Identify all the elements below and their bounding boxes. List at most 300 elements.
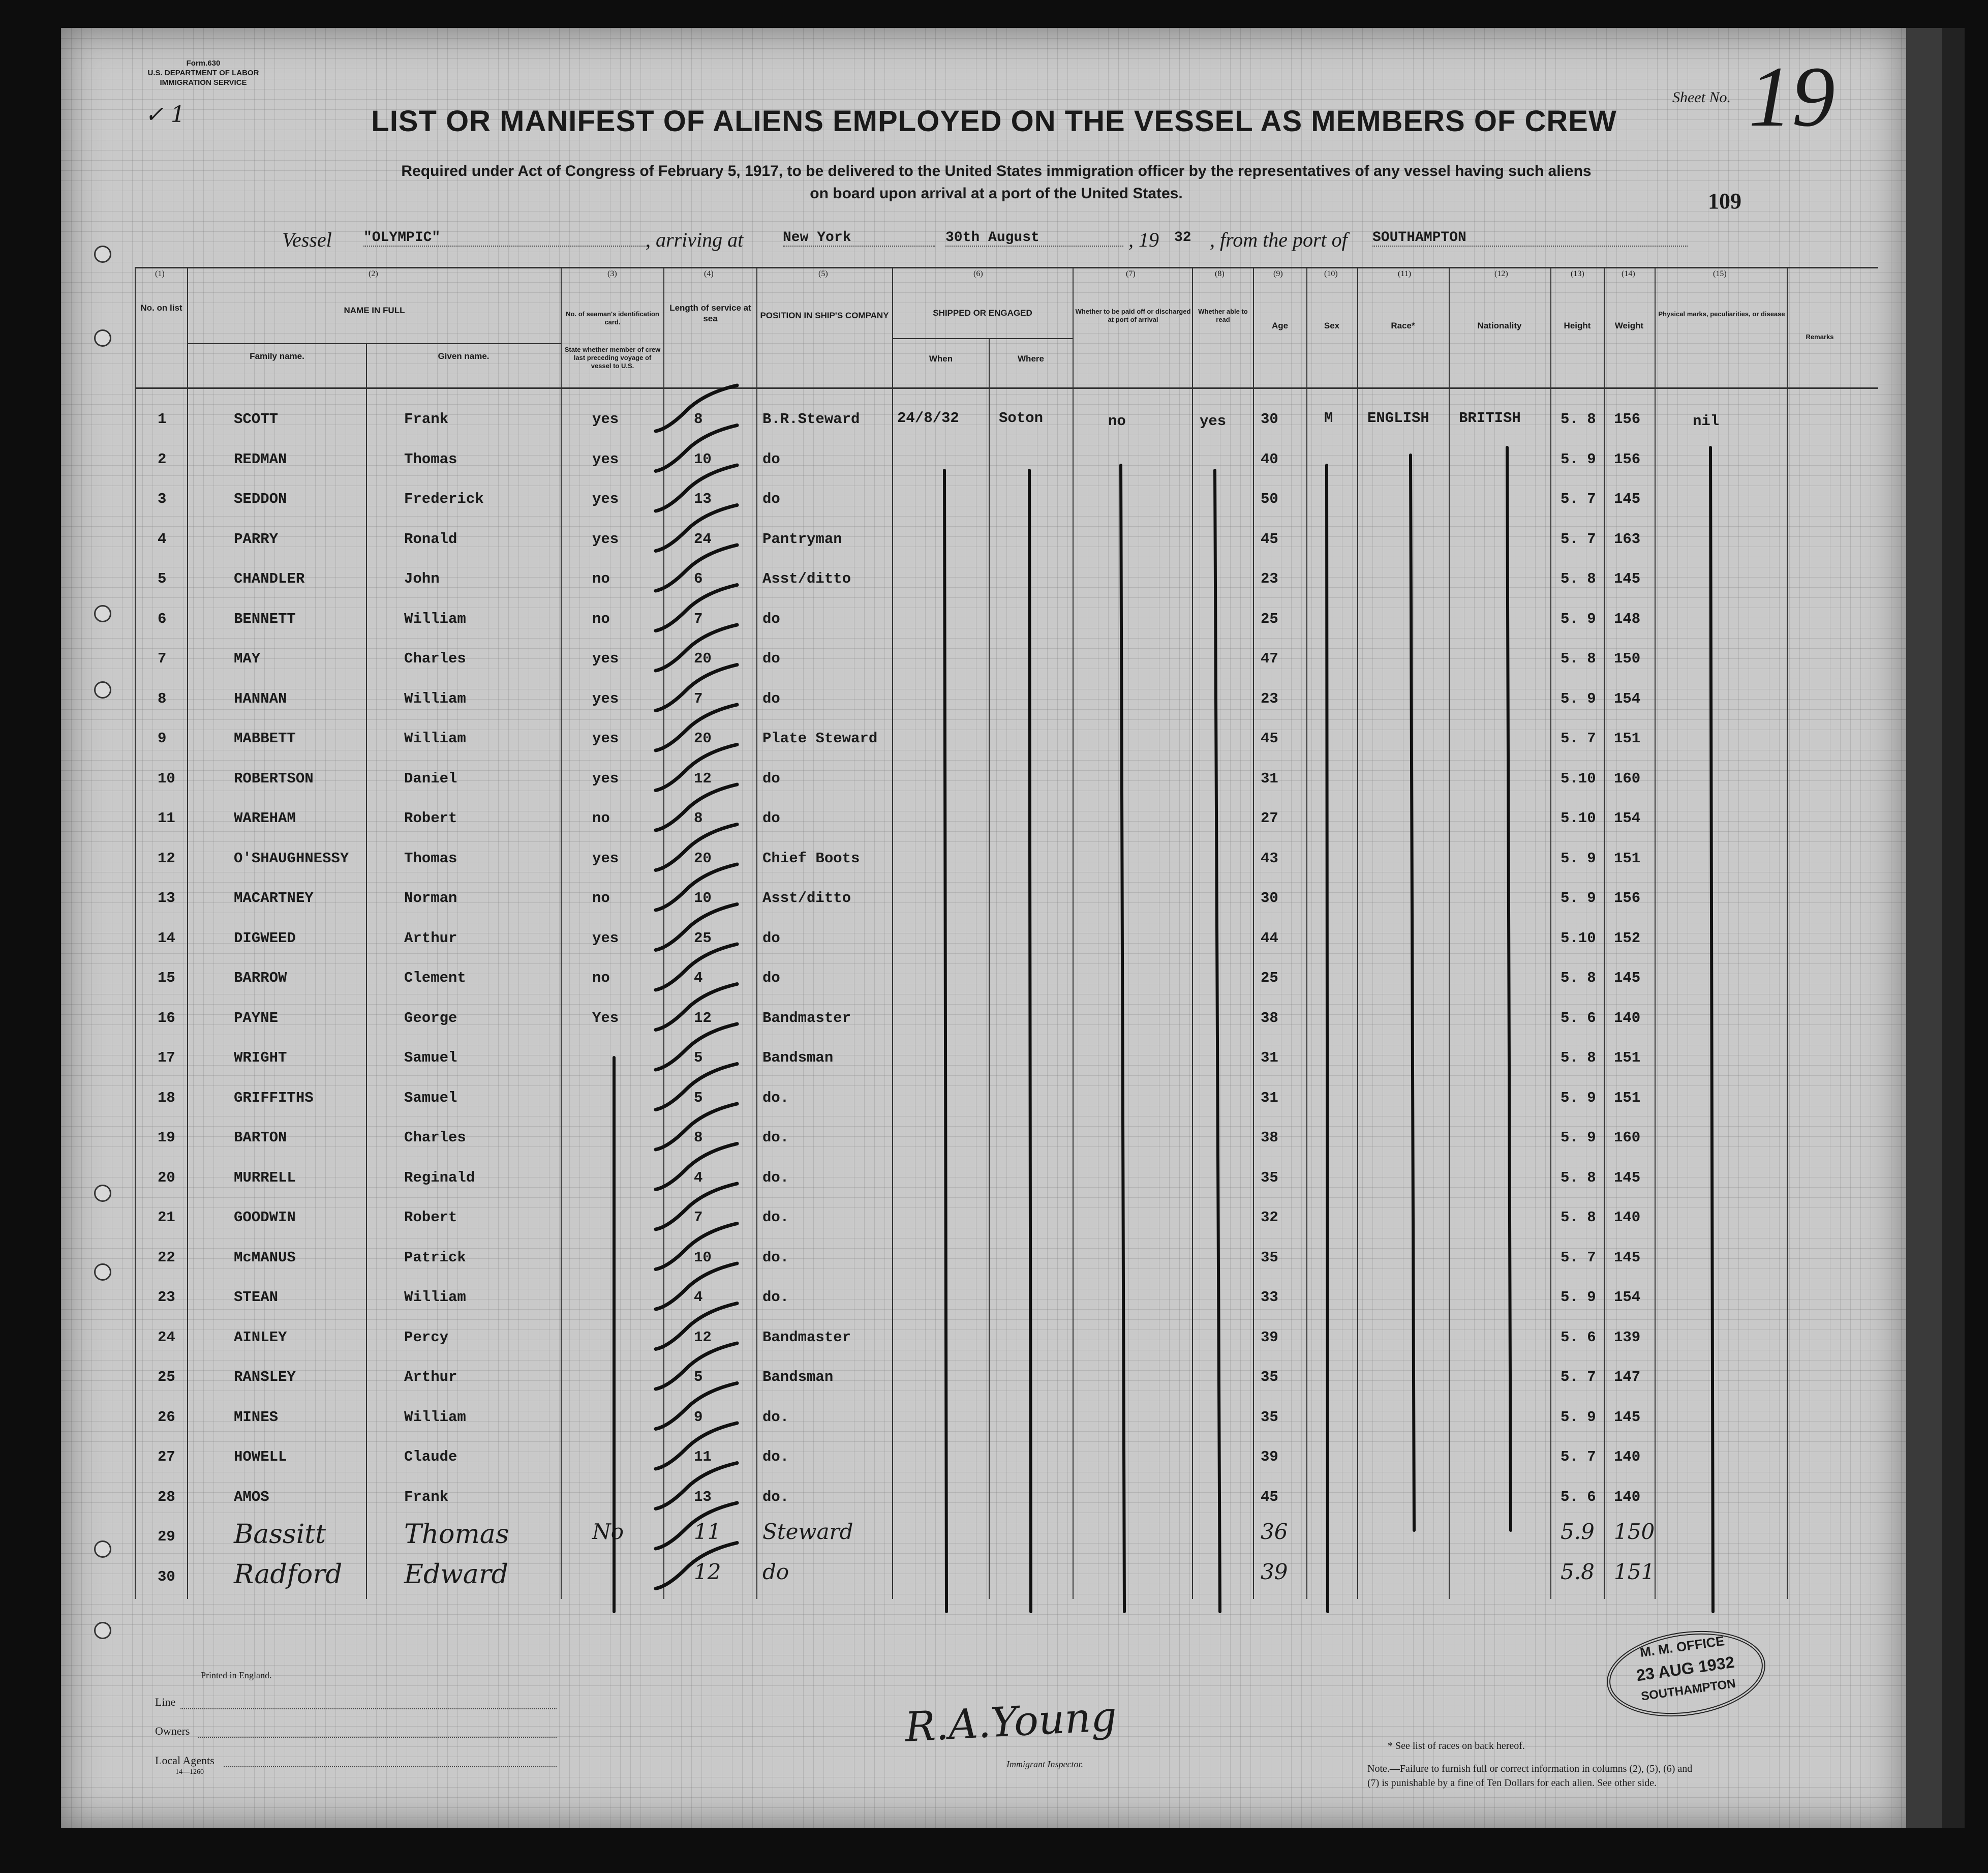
height: 5.10 [1561,810,1596,827]
local-agents-underline [224,1766,557,1767]
weight: 139 [1614,1328,1641,1346]
weight: 147 [1614,1369,1641,1385]
row-number: 10 [158,770,175,787]
ditto-lines [614,447,1713,1612]
header-id-card: No. of seaman's identification card. [566,310,659,326]
id-card-status: yes [592,450,619,468]
height: 5. 7 [1561,1448,1596,1465]
check-stroke [656,944,737,990]
position: B.R.Steward [762,411,860,428]
given-name: Reginald [404,1169,475,1186]
height: 5. 9 [1561,450,1596,468]
length-of-service: 4 [694,970,703,986]
id-card-status: yes [592,491,619,507]
check-stroke [656,1304,737,1349]
age: 39 [1261,1328,1278,1346]
given-name: Patrick [404,1249,466,1266]
height: 5. 9 [1561,1129,1596,1146]
row-number: 3 [158,491,167,507]
family-name: PARRY [234,530,279,548]
position: do [762,650,780,667]
given-name: Norman [404,890,457,907]
column-number: (10) [1324,269,1338,278]
age: 38 [1261,1129,1278,1146]
sheet-number: 19 [1749,49,1835,144]
id-card-status: yes [592,730,619,747]
weight: 156 [1614,890,1641,907]
given-name: John [404,570,440,587]
id-card-status: No [592,1519,624,1544]
weight: 151 [1614,1559,1655,1584]
age: 39 [1261,1559,1288,1584]
form-code: 14—1260 [175,1768,204,1776]
paid-off: no [1108,413,1126,430]
column-number: (12) [1494,269,1508,278]
weight: 151 [1614,730,1641,747]
position: Bandmaster [762,1009,851,1026]
given-name: Thomas [404,450,457,468]
weight: 152 [1614,929,1641,947]
page-code: 109 [1708,189,1741,214]
given-name: Arthur [404,929,457,947]
check-stroke [656,505,737,551]
weight: 140 [1614,1448,1641,1465]
age: 40 [1261,450,1278,468]
id-card-status: yes [592,650,619,667]
header-no-on-list: No. on list [140,303,182,313]
position: do. [762,1289,789,1306]
column-number: (14) [1622,269,1635,278]
given-name: Thomas [404,1519,509,1550]
length-of-service: 12 [694,1328,712,1346]
length-of-service: 9 [694,1408,703,1426]
row-number: 29 [158,1528,175,1545]
given-name: Daniel [404,770,457,787]
check-stroke [656,745,737,791]
height: 5.9 [1561,1519,1595,1544]
position: Bandsman [762,1369,834,1385]
check-stroke [656,665,737,711]
position: do. [762,1209,789,1226]
position: do [762,690,780,707]
row-number: 6 [158,610,167,627]
id-card-status: no [592,810,610,827]
shipped-when: 24/8/32 [897,410,959,427]
row-number: 30 [158,1568,175,1585]
check-stroke [656,1184,737,1229]
position: Asst/ditto [762,570,851,587]
row-number: 7 [158,650,167,667]
check-stroke [656,1383,737,1429]
column-number: (8) [1215,269,1225,278]
family-name: HOWELL [234,1448,287,1465]
column-number: (4) [704,269,714,278]
weight: 140 [1614,1488,1641,1505]
row-number: 25 [158,1369,175,1385]
id-card-status: no [592,570,610,587]
height: 5. 6 [1561,1328,1596,1346]
weight: 150 [1614,1519,1655,1544]
check-stroke [656,1423,737,1469]
family-name: MACARTNEY [234,890,314,907]
given-name: William [404,690,466,707]
check-stroke [656,1064,737,1110]
header-paid-off: Whether to be paid off or discharged at port of arrival [1075,308,1191,323]
column-number: (9) [1273,269,1283,278]
header-remarks: Remarks [1806,333,1834,341]
position: do. [762,1089,789,1106]
physical-marks: nil [1693,413,1720,430]
age: 47 [1261,650,1278,667]
height: 5. 7 [1561,530,1596,548]
header-id-card-note: State whether member of crew last preceding voyage of vessel to U.S. [564,346,661,370]
length-of-service: 13 [694,1488,712,1505]
position: Chief Boots [762,850,860,867]
weight: 160 [1614,770,1641,787]
length-of-service: 11 [694,1448,712,1465]
given-name: William [404,1408,466,1426]
check-stroke [656,1503,737,1549]
height: 5.10 [1561,929,1596,947]
inspector-title: Immigrant Inspector. [1006,1759,1083,1769]
row-number: 16 [158,1009,175,1026]
weight: 145 [1614,491,1641,507]
sheet-number-label: Sheet No. [1672,89,1731,106]
check-stroke [656,625,737,671]
given-name: Samuel [404,1089,457,1106]
age: 35 [1261,1249,1278,1266]
arriving-at: New York [783,230,935,247]
check-stroke [656,1343,737,1389]
id-card-status: no [592,890,610,907]
weight: 156 [1614,411,1641,428]
row-number: 23 [158,1289,175,1306]
weight: 145 [1614,1249,1641,1266]
line-label: Line [155,1696,176,1708]
position: do [762,929,780,947]
weight: 145 [1614,1169,1641,1186]
header-age: Age [1271,321,1289,330]
check-stroke [656,705,737,750]
row-number: 14 [158,929,175,947]
row-number: 2 [158,450,167,468]
position: do. [762,1488,789,1505]
height: 5. 8 [1561,1049,1596,1066]
family-name: SCOTT [234,411,279,428]
height: 5. 9 [1561,610,1596,627]
age: 27 [1261,810,1278,827]
position: do [762,450,780,468]
given-name: Clement [404,970,466,986]
header-given-name: Given name. [438,351,490,361]
check-stroke [656,864,737,910]
sex: M [1324,410,1333,427]
age: 45 [1261,530,1278,548]
position: do [762,1559,789,1584]
family-name: BARROW [234,970,287,986]
given-name: Thomas [404,850,457,867]
service-check-marks [656,385,737,1589]
given-name: Percy [404,1328,449,1346]
family-name: WRIGHT [234,1049,287,1066]
family-name: MINES [234,1408,279,1426]
age: 23 [1261,690,1278,707]
family-name: STEAN [234,1289,279,1306]
age: 35 [1261,1408,1278,1426]
age: 45 [1261,1488,1278,1505]
length-of-service: 5 [694,1049,703,1066]
length-of-service: 4 [694,1289,703,1306]
header-physical: Physical marks, peculiarities, or disease [1658,310,1785,318]
vessel-label: Vessel [282,228,332,251]
id-card-status: yes [592,770,619,787]
given-name: William [404,610,466,627]
family-name: DIGWEED [234,929,296,947]
row-number: 9 [158,730,167,747]
length-of-service: 4 [694,1169,703,1186]
length-of-service: 13 [694,491,712,507]
header-shipped: SHIPPED OR ENGAGED [933,308,1032,318]
length-of-service: 20 [694,850,712,867]
length-of-service: 10 [694,1249,712,1266]
position: do [762,810,780,827]
id-card-status: no [592,970,610,986]
given-name: Edward [404,1559,508,1590]
height: 5. 9 [1561,850,1596,867]
check-stroke [656,465,737,511]
weight: 151 [1614,1089,1641,1106]
id-card-status: yes [592,850,619,867]
check-stroke [656,1543,737,1589]
given-name: Robert [404,810,457,827]
height: 5. 9 [1561,890,1596,907]
weight: 151 [1614,1049,1641,1066]
line-underline [180,1708,557,1709]
length-of-service: 7 [694,690,703,707]
vessel-name: "OLYMPIC" [363,230,648,247]
header-able-to-read: Whether able to read [1198,308,1248,323]
row-number: 28 [158,1488,175,1505]
header-where: Where [1018,354,1044,364]
weight: 154 [1614,810,1641,827]
position: do [762,770,780,787]
row-number: 13 [158,890,175,907]
family-name: McMANUS [234,1249,296,1266]
position: do. [762,1448,789,1465]
family-name: MURRELL [234,1169,296,1186]
family-name: Bassitt [234,1519,326,1550]
id-card-status: Yes [592,1009,619,1026]
column-number: (15) [1713,269,1727,278]
weight: 160 [1614,1129,1641,1146]
age: 35 [1261,1169,1278,1186]
stamp-date: 23 AUG 1932 [1635,1652,1736,1685]
check-stroke [656,1224,737,1270]
age: 23 [1261,570,1278,587]
weight: 140 [1614,1209,1641,1226]
header-family-name: Family name. [250,351,304,361]
row-number: 26 [158,1408,175,1426]
length-of-service: 7 [694,610,703,627]
check-stroke [656,904,737,950]
height: 5. 8 [1561,970,1596,986]
check-stroke [656,825,737,870]
row-number: 21 [158,1209,175,1226]
header-length-service: Length of service at sea [669,303,751,323]
row-number: 19 [158,1129,175,1146]
length-of-service: 8 [694,810,703,827]
position: do. [762,1169,789,1186]
age: 39 [1261,1448,1278,1465]
id-card-status: yes [592,411,619,428]
departure-port: SOUTHAMPTON [1372,230,1688,247]
check-stroke [656,1024,737,1070]
arrival-date: 30th August [945,230,1123,247]
position: do. [762,1249,789,1266]
age: 31 [1261,1089,1278,1106]
position: Steward [762,1519,853,1544]
header-weight: Weight [1614,321,1644,330]
age: 36 [1261,1519,1288,1544]
weight: 154 [1614,690,1641,707]
year-label: , 19 [1128,228,1159,251]
document-title: LIST OR MANIFEST OF ALIENS EMPLOYED ON THE VESSEL AS MEMBERS OF CREW [371,105,1617,138]
check-stroke [656,585,737,631]
position: Pantryman [762,530,842,548]
length-of-service: 25 [694,929,712,947]
age: 30 [1261,890,1278,907]
height: 5. 7 [1561,491,1596,507]
check-stroke [656,1463,737,1509]
age: 30 [1261,411,1278,428]
given-name: William [404,1289,466,1306]
family-name: MAY [234,650,261,667]
height: 5. 7 [1561,1369,1596,1385]
id-card-status: yes [592,929,619,947]
given-name: Frank [404,1488,449,1505]
length-of-service: 8 [694,1129,703,1146]
weight: 148 [1614,610,1641,627]
given-name: Frank [404,411,449,428]
owners-label: Owners [155,1725,190,1737]
age: 32 [1261,1209,1278,1226]
local-agents-label: Local Agents [155,1754,215,1767]
form-service: IMMIGRATION SERVICE [160,78,247,87]
family-name: SEDDON [234,491,287,507]
length-of-service: 5 [694,1089,703,1106]
given-name: Charles [404,650,466,667]
family-name: AMOS [234,1488,269,1505]
header-nationality: Nationality [1477,321,1522,330]
weight: 151 [1614,850,1641,867]
stamp-city: SOUTHAMPTON [1640,1676,1737,1704]
shipped-where: Soton [999,410,1044,427]
family-name: AINLEY [234,1328,287,1346]
length-of-service: 10 [694,450,712,468]
family-name: BARTON [234,1129,287,1146]
id-card-status: yes [592,530,619,548]
row-number: 8 [158,690,167,707]
length-of-service: 12 [694,1009,712,1026]
family-name: MABBETT [234,730,296,747]
weight: 145 [1614,970,1641,986]
header-race: Race* [1391,321,1415,330]
family-name: REDMAN [234,450,287,468]
height: 5. 8 [1561,570,1596,587]
column-number: (2) [369,269,378,278]
family-name: ROBERTSON [234,770,314,787]
weight: 156 [1614,450,1641,468]
age: 31 [1261,770,1278,787]
position: Asst/ditto [762,890,851,907]
age: 44 [1261,929,1278,947]
given-name: George [404,1009,457,1026]
length-of-service: 10 [694,890,712,907]
margin-marks: ✓ 1 [145,102,185,128]
position: Plate Steward [762,730,878,747]
age: 31 [1261,1049,1278,1066]
position: Bandsman [762,1049,834,1066]
height: 5. 8 [1561,1169,1596,1186]
family-name: PAYNE [234,1009,279,1026]
height: 5. 8 [1561,1209,1596,1226]
position: do [762,491,780,507]
check-stroke [656,984,737,1030]
id-card-status: no [592,610,610,627]
check-stroke [656,385,737,431]
age: 45 [1261,730,1278,747]
age: 35 [1261,1369,1278,1385]
length-of-service: 12 [694,770,712,787]
length-of-service: 20 [694,730,712,747]
position: Bandmaster [762,1328,851,1346]
race: ENGLISH [1367,410,1429,427]
weight: 150 [1614,650,1641,667]
given-name: Ronald [404,530,457,548]
given-name: Arthur [404,1369,457,1385]
given-name: Robert [404,1209,457,1226]
port-label: , from the port of [1210,228,1348,251]
height: 5. 8 [1561,650,1596,667]
subtitle-line-2: on board upon arrival at a port of the United States. [810,185,1183,202]
column-number: (11) [1398,269,1412,278]
id-card-status: yes [592,690,619,707]
height: 5. 9 [1561,1089,1596,1106]
height: 5. 8 [1561,411,1596,428]
family-name: O'SHAUGHNESSY [234,850,349,867]
row-number: 22 [158,1249,175,1266]
position: do. [762,1129,789,1146]
weight: 140 [1614,1009,1641,1026]
age: 25 [1261,970,1278,986]
check-stroke [656,1263,737,1309]
height: 5. 6 [1561,1488,1596,1505]
subtitle-line-1: Required under Act of Congress of February 5, 1917, to be delivered to the United States immigration officer by the representatives of any vessel having such aliens [401,163,1592,179]
length-of-service: 12 [694,1559,721,1584]
column-number: (7) [1126,269,1136,278]
row-number: 17 [158,1049,175,1066]
height: 5. 9 [1561,1408,1596,1426]
form-number: Form.630 [186,59,221,68]
arrival-year: 32 [1174,230,1191,246]
header-when: When [929,354,953,364]
family-name: CHANDLER [234,570,305,587]
given-name: William [404,730,466,747]
column-number: (3) [607,269,617,278]
age: 25 [1261,610,1278,627]
stamp-office: M. M. OFFICE [1639,1633,1726,1660]
weight: 145 [1614,570,1641,587]
